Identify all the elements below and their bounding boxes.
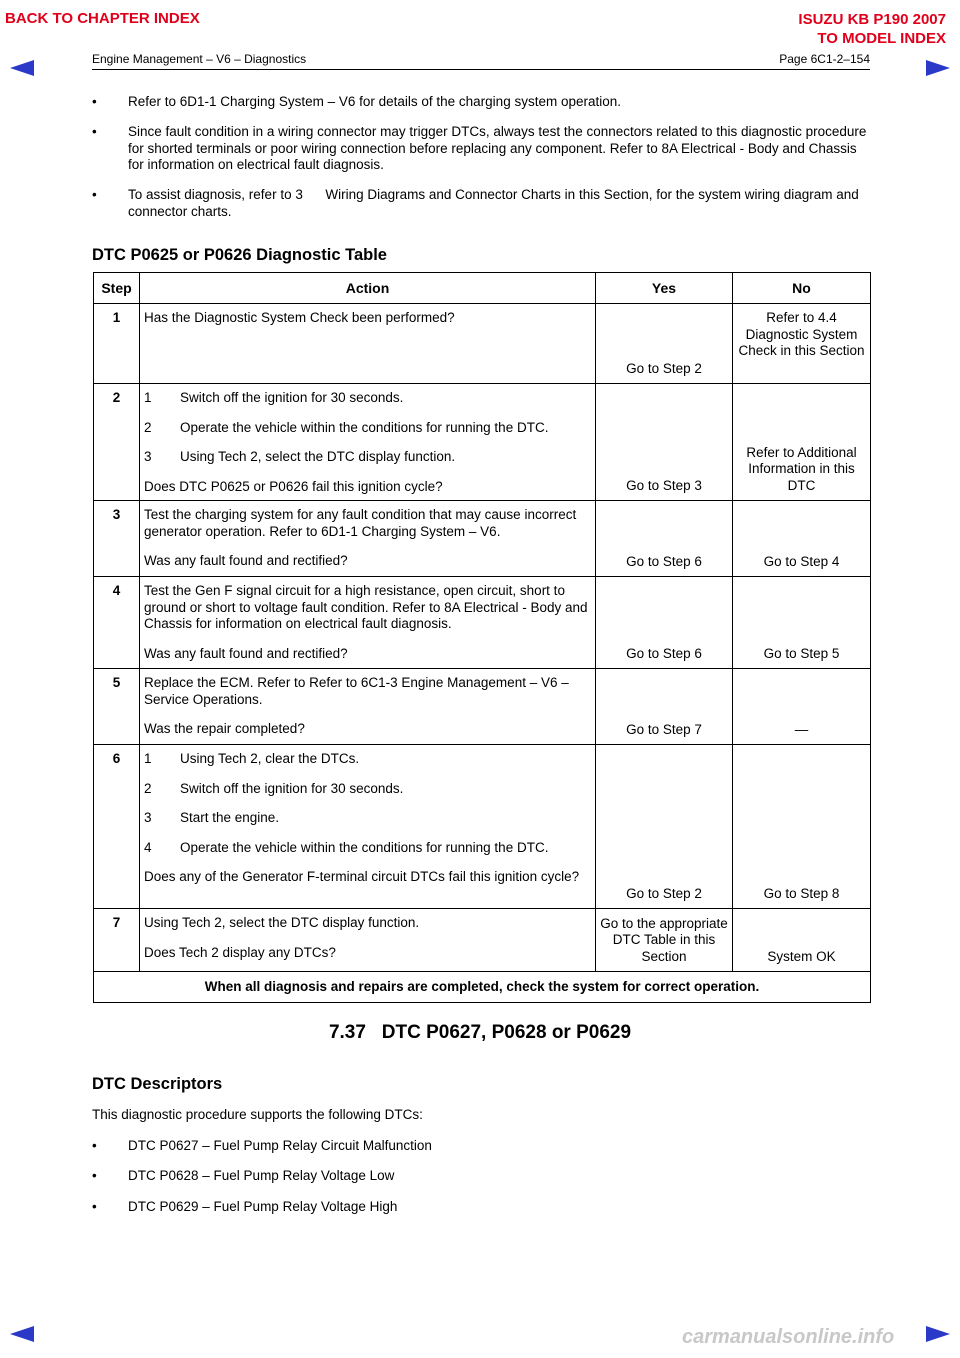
no-result: Go to Step 5: [763, 645, 840, 661]
watermark: carmanualsonline.info: [682, 1326, 895, 1348]
bullet-icon: •: [92, 1199, 97, 1214]
previous-page-arrow-icon[interactable]: [10, 60, 34, 76]
step-number: 7: [112, 915, 121, 930]
model-name: ISUZU KB P190 2007: [798, 11, 946, 28]
back-to-chapter-index-link[interactable]: BACK TO CHAPTER INDEX: [5, 10, 200, 27]
action-item: 1 Switch off the ignition for 30 seconds.: [144, 390, 404, 405]
table-row: [94, 745, 871, 909]
header-no: No: [733, 273, 871, 304]
action-item: 2 Operate the vehicle within the conditions for running the DTC.: [144, 419, 549, 435]
bullet-icon: •: [92, 124, 97, 139]
action-question: Was any fault found and rectified?: [144, 645, 348, 661]
table-footer-row: [94, 972, 871, 1003]
yes-result: Go to Step 2: [626, 885, 702, 901]
bullet-icon: •: [92, 187, 97, 202]
action-item: 4 Operate the vehicle within the conditions for running the DTC.: [144, 839, 549, 855]
action-text: Test the Gen F signal circuit for a high resistance, open circuit, short to ground or short to voltage fault condition. Refer to 8A Electrical - Body and Chassis for information on electrical fault diagnosis.: [144, 583, 588, 631]
table-row: [94, 384, 871, 501]
bullet-icon: •: [92, 1138, 97, 1153]
table-header-row: [94, 273, 871, 304]
header-yes: Yes: [596, 273, 733, 304]
no-result: System OK: [767, 948, 836, 964]
action-item: 2 Switch off the ignition for 30 seconds.: [144, 780, 404, 796]
action-text: Replace the ECM. Refer to Refer to 6C1-3 Engine Management – V6 – Service Operations.: [144, 675, 569, 707]
table-row: [94, 304, 871, 384]
model-title[interactable]: [798, 10, 946, 48]
action-question: Was the repair completed?: [144, 721, 305, 736]
header-action: Action: [140, 273, 596, 304]
bullet-text: Refer to 6D1-1 Charging System – V6 for details of the charging system operation.: [128, 94, 622, 109]
table-row: [94, 909, 871, 972]
descriptor-intro: This diagnostic procedure supports the following DTCs:: [92, 1107, 423, 1122]
step-number: 4: [112, 583, 121, 598]
yes-result: Go to Step 2: [626, 360, 702, 376]
header-step: Step: [94, 273, 140, 304]
section-heading: 7.37 DTC P0627, P0628 or P0629: [328, 1022, 632, 1043]
bullet-text: To assist diagnosis, refer to 3 Wiring Diagrams and Connector Charts in this Section, for the system wiring diagram and connector charts.: [128, 187, 863, 219]
action-question: Does Tech 2 display any DTCs?: [144, 944, 336, 960]
dtc-text: DTC P0627 – Fuel Pump Relay Circuit Malfunction: [128, 1138, 432, 1153]
header-section-title: Engine Management – V6 – Diagnostics: [92, 52, 307, 66]
header-rule: [92, 69, 870, 70]
dtc-list-item: [92, 1138, 870, 1156]
yes-result: Go to the appropriate DTC Table in this Section: [600, 915, 728, 964]
table-row: [94, 669, 871, 745]
diagnostic-table-title: DTC P0625 or P0626 Diagnostic Table: [92, 246, 387, 264]
dtc-descriptors-heading: DTC Descriptors: [92, 1075, 223, 1093]
diagnostic-table: [93, 272, 871, 1003]
no-result: Go to Step 8: [763, 885, 840, 901]
dtc-text: DTC P0629 – Fuel Pump Relay Voltage High: [128, 1199, 398, 1214]
previous-page-arrow-icon[interactable]: [10, 1326, 34, 1342]
intro-bullet: [92, 94, 870, 112]
action-question: Does any of the Generator F-terminal circuit DTCs fail this ignition cycle?: [144, 869, 580, 884]
header-page-number: Page 6C1-2–154: [779, 52, 870, 66]
step-number: 6: [112, 751, 121, 766]
intro-bullet: [92, 124, 870, 176]
table-row: [94, 577, 871, 669]
action-text: Has the Diagnostic System Check been performed?: [144, 310, 455, 325]
yes-result: Go to Step 6: [626, 645, 702, 661]
yes-result: Go to Step 7: [626, 721, 702, 737]
step-number: 5: [112, 675, 121, 690]
table-footer-note: When all diagnosis and repairs are completed, check the system for correct operation.: [94, 972, 871, 1003]
bullet-icon: •: [92, 94, 97, 109]
no-result: —: [794, 721, 809, 737]
action-text: Test the charging system for any fault condition that may cause incorrect generator operation. Refer to 6D1-1 Charging System – V6.: [144, 507, 577, 539]
next-page-arrow-icon[interactable]: [926, 1326, 950, 1342]
action-question: Was any fault found and rectified?: [144, 553, 348, 568]
dtc-list-item: [92, 1199, 870, 1217]
dtc-text: DTC P0628 – Fuel Pump Relay Voltage Low: [128, 1168, 395, 1183]
action-question: Does DTC P0625 or P0626 fail this ignition cycle?: [144, 478, 443, 494]
no-result: Go to Step 4: [763, 553, 840, 569]
action-item: 1 Using Tech 2, clear the DTCs.: [144, 751, 360, 766]
action-text: Using Tech 2, select the DTC display function.: [144, 915, 420, 930]
table-row: [94, 501, 871, 577]
bullet-text: Since fault condition in a wiring connector may trigger DTCs, always test the connectors related to this diagnostic procedure for shorted terminals or poor wiring connection before replacing any component. Refer to 8A Electrical - Body and Chassis for information on electrical fault diagnosis.: [128, 124, 867, 172]
action-item: 3 Start the engine.: [144, 810, 280, 825]
to-model-index-link[interactable]: TO MODEL INDEX: [817, 30, 946, 47]
dtc-list-item: [92, 1168, 870, 1186]
no-result: Refer to Additional Information in this DTC: [746, 444, 857, 493]
step-number: 2: [112, 390, 121, 405]
yes-result: Go to Step 3: [626, 477, 702, 493]
bullet-icon: •: [92, 1168, 97, 1183]
no-result: Refer to 4.4 Diagnostic System Check in this Section: [738, 310, 865, 358]
action-item: 3 Using Tech 2, select the DTC display function.: [144, 449, 456, 464]
intro-bullet: [92, 187, 870, 223]
yes-result: Go to Step 6: [626, 553, 702, 569]
next-page-arrow-icon[interactable]: [926, 60, 950, 76]
step-number: 3: [112, 507, 121, 522]
step-number: 1: [112, 310, 121, 325]
